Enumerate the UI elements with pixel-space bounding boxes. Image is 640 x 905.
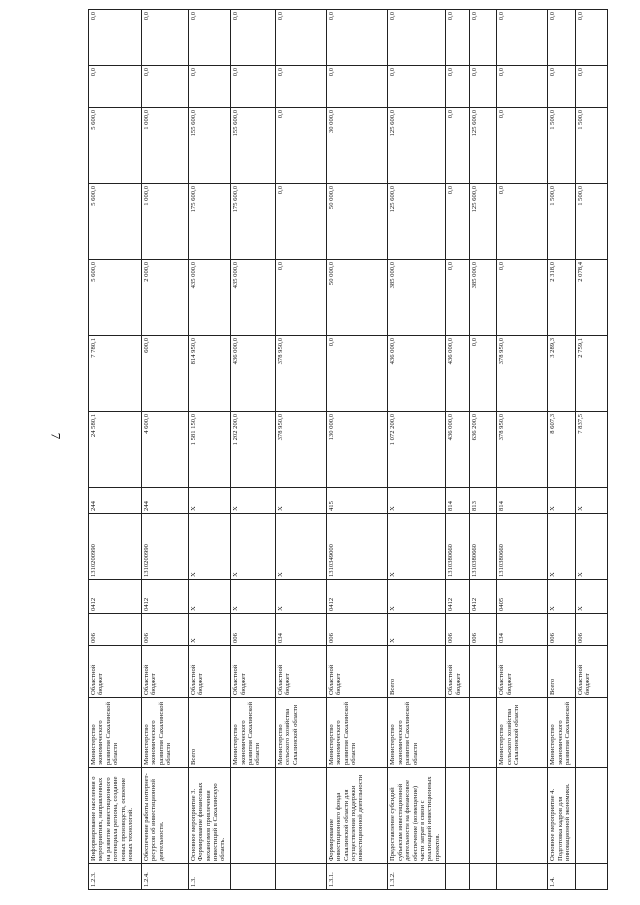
year-5-amount: 0,0 bbox=[142, 66, 189, 108]
year-1-amount: 378 950,0 bbox=[275, 336, 326, 412]
section-code: X bbox=[388, 580, 446, 614]
year-1-amount: 436 000,0 bbox=[231, 336, 276, 412]
grbs-code: 006 bbox=[469, 614, 497, 646]
year-5-amount: 0,0 bbox=[89, 66, 142, 108]
expense-type: 814 bbox=[446, 488, 469, 514]
target-article: 1310380660 bbox=[497, 514, 548, 580]
year-6-amount: 0,0 bbox=[576, 10, 608, 66]
year-3-amount: 175 600,0 bbox=[231, 184, 276, 260]
year-4-amount: 5 600,0 bbox=[89, 108, 142, 184]
year-3-amount: 50 000,0 bbox=[326, 184, 388, 260]
grbs-code: 006 bbox=[446, 614, 469, 646]
year-6-amount: 0,0 bbox=[231, 10, 276, 66]
total-amount: 4 600,0 bbox=[142, 412, 189, 488]
row-number bbox=[576, 864, 608, 890]
year-1-amount: 2 759,1 bbox=[576, 336, 608, 412]
year-4-amount: 1 500,0 bbox=[548, 108, 576, 184]
target-article: X bbox=[188, 514, 230, 580]
executor: Всего bbox=[188, 698, 230, 768]
section-code: 0412 bbox=[446, 580, 469, 614]
year-5-amount: 0,0 bbox=[188, 66, 230, 108]
section-code: X bbox=[548, 580, 576, 614]
row-number bbox=[275, 864, 326, 890]
target-article: 1310380660 bbox=[469, 514, 497, 580]
total-amount: 378 950,0 bbox=[275, 412, 326, 488]
year-2-amount: 0,0 bbox=[497, 260, 548, 336]
year-5-amount: 0,0 bbox=[275, 66, 326, 108]
year-2-amount: 435 000,0 bbox=[188, 260, 230, 336]
row-number bbox=[497, 864, 548, 890]
year-5-amount: 0,0 bbox=[231, 66, 276, 108]
row-number: 1.4. bbox=[548, 864, 576, 890]
expense-type: 813 bbox=[469, 488, 497, 514]
event-name: Формирование инвестиционного фонда Сахалинской области для осуществления поддержки инвестиционной деятельности bbox=[326, 768, 388, 864]
funding-source: Всего bbox=[548, 646, 576, 698]
grbs-code: 006 bbox=[89, 614, 142, 646]
year-5-amount: 0,0 bbox=[548, 66, 576, 108]
grbs-code: 034 bbox=[497, 614, 548, 646]
target-article: 1310200990 bbox=[89, 514, 142, 580]
section-code: X bbox=[576, 580, 608, 614]
funding-source: Областной бюджет bbox=[326, 646, 388, 698]
section-code: 0405 bbox=[497, 580, 548, 614]
total-amount: 436 000,0 bbox=[446, 412, 469, 488]
year-2-amount: 50 000,0 bbox=[326, 260, 388, 336]
event-name bbox=[497, 768, 548, 864]
year-5-amount: 0,0 bbox=[497, 66, 548, 108]
total-amount: 378 950,0 bbox=[497, 412, 548, 488]
grbs-code: 006 bbox=[326, 614, 388, 646]
table-body bbox=[89, 10, 608, 890]
year-1-amount: 7 780,1 bbox=[89, 336, 142, 412]
executor: Министерство экономического развития Сахалинской области bbox=[89, 698, 142, 768]
expense-type: X bbox=[275, 488, 326, 514]
year-3-amount: 1 500,0 bbox=[548, 184, 576, 260]
event-name bbox=[275, 768, 326, 864]
event-name bbox=[576, 768, 608, 864]
year-1-amount: 378 950,0 bbox=[497, 336, 548, 412]
expense-type: 415 bbox=[326, 488, 388, 514]
funding-source: Областной бюджет bbox=[89, 646, 142, 698]
executor bbox=[446, 698, 469, 768]
total-amount: 636 200,0 bbox=[469, 412, 497, 488]
year-4-amount: 125 600,0 bbox=[469, 108, 497, 184]
year-6-amount: 0,0 bbox=[469, 10, 497, 66]
year-3-amount: 125 600,0 bbox=[469, 184, 497, 260]
grbs-code: 006 bbox=[231, 614, 276, 646]
expense-type: 244 bbox=[142, 488, 189, 514]
year-2-amount: 2 318,0 bbox=[548, 260, 576, 336]
year-3-amount: 0,0 bbox=[497, 184, 548, 260]
year-5-amount: 0,0 bbox=[446, 66, 469, 108]
year-6-amount: 0,0 bbox=[548, 10, 576, 66]
year-3-amount: 5 600,0 bbox=[89, 184, 142, 260]
table-row bbox=[497, 10, 548, 890]
total-amount: 24 580,1 bbox=[89, 412, 142, 488]
expense-type: 814 bbox=[497, 488, 548, 514]
page-number: 7 bbox=[48, 432, 64, 440]
year-3-amount: 1 500,0 bbox=[576, 184, 608, 260]
year-4-amount: 155 600,0 bbox=[231, 108, 276, 184]
event-name bbox=[469, 768, 497, 864]
target-article: X bbox=[576, 514, 608, 580]
expense-type: X bbox=[576, 488, 608, 514]
table-row bbox=[469, 10, 497, 890]
year-6-amount: 0,0 bbox=[188, 10, 230, 66]
year-3-amount: 0,0 bbox=[275, 184, 326, 260]
grbs-code: 006 bbox=[142, 614, 189, 646]
year-4-amount: 155 600,0 bbox=[188, 108, 230, 184]
grbs-code: 006 bbox=[548, 614, 576, 646]
year-6-amount: 0,0 bbox=[142, 10, 189, 66]
funding-source: Областной бюджет bbox=[446, 646, 469, 698]
year-3-amount: 1 000,0 bbox=[142, 184, 189, 260]
row-number: 1.2.3. bbox=[89, 864, 142, 890]
executor: Министерство экономического развития Сахалинской области bbox=[388, 698, 446, 768]
grbs-code: 034 bbox=[275, 614, 326, 646]
year-4-amount: 1 000,0 bbox=[142, 108, 189, 184]
target-article: X bbox=[231, 514, 276, 580]
table-frame bbox=[88, 12, 608, 890]
event-name bbox=[231, 768, 276, 864]
row-number: 1.2.4. bbox=[142, 864, 189, 890]
row-number bbox=[469, 864, 497, 890]
expense-type: 244 bbox=[89, 488, 142, 514]
row-number: 1.3.2. bbox=[388, 864, 446, 890]
grbs-code: X bbox=[388, 614, 446, 646]
year-1-amount: 0,0 bbox=[326, 336, 388, 412]
year-3-amount: 175 600,0 bbox=[188, 184, 230, 260]
table-row bbox=[446, 10, 469, 890]
year-4-amount: 1 500,0 bbox=[576, 108, 608, 184]
expense-type: X bbox=[548, 488, 576, 514]
executor bbox=[576, 698, 608, 768]
year-3-amount: 125 600,0 bbox=[388, 184, 446, 260]
section-code: 0412 bbox=[89, 580, 142, 614]
row-number: 1.3.1. bbox=[326, 864, 388, 890]
year-1-amount: 436 000,0 bbox=[388, 336, 446, 412]
expense-type: X bbox=[388, 488, 446, 514]
executor: Министерство сельского хозяйства Сахалинской области bbox=[497, 698, 548, 768]
event-name bbox=[446, 768, 469, 864]
year-4-amount: 0,0 bbox=[275, 108, 326, 184]
year-2-amount: 2 000,0 bbox=[142, 260, 189, 336]
year-4-amount: 125 600,0 bbox=[388, 108, 446, 184]
target-article: X bbox=[275, 514, 326, 580]
executor: Министерство экономического развития Сахалинской bbox=[548, 698, 576, 768]
total-amount: 8 607,3 bbox=[548, 412, 576, 488]
year-6-amount: 0,0 bbox=[446, 10, 469, 66]
event-name: Информирование населения о мероприятиях, направленных на развитие инвестиционного потенциала региона, создание новых производств, освоение новых технологий. bbox=[89, 768, 142, 864]
year-1-amount: 0,0 bbox=[469, 336, 497, 412]
funding-source: Областной бюджет bbox=[576, 646, 608, 698]
rotated-table-container bbox=[88, 12, 608, 890]
target-article: X bbox=[388, 514, 446, 580]
year-2-amount: 0,0 bbox=[275, 260, 326, 336]
event-name: Предоставление субсидий субъектам инвестиционной деятельности на финансовое обеспечение (возмещение) части затрат в связи с реализацией инвестиционных проектов. bbox=[388, 768, 446, 864]
table-row bbox=[388, 10, 446, 890]
year-6-amount: 0,0 bbox=[388, 10, 446, 66]
year-2-amount: 385 000,0 bbox=[469, 260, 497, 336]
funding-source: Областной бюджет bbox=[275, 646, 326, 698]
grbs-code: X bbox=[188, 614, 230, 646]
year-5-amount: 0,0 bbox=[469, 66, 497, 108]
table-row bbox=[89, 10, 142, 890]
row-number bbox=[231, 864, 276, 890]
year-6-amount: 0,0 bbox=[89, 10, 142, 66]
year-4-amount: 0,0 bbox=[446, 108, 469, 184]
section-code: 0412 bbox=[326, 580, 388, 614]
executor bbox=[469, 698, 497, 768]
event-name: Основное мероприятие 4. Подготовка кадров для инновационной экономики. bbox=[548, 768, 576, 864]
section-code: X bbox=[188, 580, 230, 614]
target-article: 1310200990 bbox=[142, 514, 189, 580]
year-4-amount: 0,0 bbox=[497, 108, 548, 184]
table-row bbox=[576, 10, 608, 890]
year-5-amount: 0,0 bbox=[326, 66, 388, 108]
year-6-amount: 0,0 bbox=[326, 10, 388, 66]
year-2-amount: 435 000,0 bbox=[231, 260, 276, 336]
year-1-amount: 814 950,0 bbox=[188, 336, 230, 412]
funding-source: Областной бюджет bbox=[497, 646, 548, 698]
table-row bbox=[231, 10, 276, 890]
section-code: X bbox=[275, 580, 326, 614]
section-code: 0412 bbox=[142, 580, 189, 614]
year-1-amount: 600,0 bbox=[142, 336, 189, 412]
total-amount: 130 000,0 bbox=[326, 412, 388, 488]
funding-source: Областной бюджет bbox=[142, 646, 189, 698]
year-1-amount: 436 000,0 bbox=[446, 336, 469, 412]
funding-source: Областной бюджет bbox=[231, 646, 276, 698]
executor: Министерство экономического развития Сахалинской области bbox=[231, 698, 276, 768]
target-article: X bbox=[548, 514, 576, 580]
target-article: 1310349000 bbox=[326, 514, 388, 580]
year-2-amount: 385 000,0 bbox=[388, 260, 446, 336]
year-6-amount: 0,0 bbox=[497, 10, 548, 66]
event-name: Основное мероприятие 3. Формирование финансовых механизмов привлечения инвестиций в Сахалинскую область. bbox=[188, 768, 230, 864]
section-code: 0412 bbox=[469, 580, 497, 614]
total-amount: 1 072 200,0 bbox=[388, 412, 446, 488]
total-amount: 1 581 150,0 bbox=[188, 412, 230, 488]
row-number bbox=[446, 864, 469, 890]
year-6-amount: 0,0 bbox=[275, 10, 326, 66]
funding-source: Всего bbox=[388, 646, 446, 698]
funding-source: Областной бюджет bbox=[188, 646, 230, 698]
event-name: Обеспечение работы интернет-ресурсов об инвестиционной деятельности. bbox=[142, 768, 189, 864]
table-row bbox=[548, 10, 576, 890]
row-number: 1.3. bbox=[188, 864, 230, 890]
grbs-code: 006 bbox=[576, 614, 608, 646]
section-code: X bbox=[231, 580, 276, 614]
year-5-amount: 0,0 bbox=[576, 66, 608, 108]
table-row bbox=[188, 10, 230, 890]
year-2-amount: 2 078,4 bbox=[576, 260, 608, 336]
expense-type: X bbox=[188, 488, 230, 514]
budget-table bbox=[88, 9, 608, 890]
year-3-amount: 0,0 bbox=[446, 184, 469, 260]
total-amount: 7 837,5 bbox=[576, 412, 608, 488]
executor: Министерство экономического развития Сахалинской области bbox=[142, 698, 189, 768]
table-row bbox=[142, 10, 189, 890]
executor: Министерство сельского хозяйства Сахалинской области bbox=[275, 698, 326, 768]
table-row bbox=[326, 10, 388, 890]
year-5-amount: 0,0 bbox=[388, 66, 446, 108]
funding-source bbox=[469, 646, 497, 698]
table-row bbox=[275, 10, 326, 890]
year-2-amount: 0,0 bbox=[446, 260, 469, 336]
target-article: 1310380660 bbox=[446, 514, 469, 580]
executor: Министерство экономического развития Сахалинской области bbox=[326, 698, 388, 768]
year-4-amount: 30 000,0 bbox=[326, 108, 388, 184]
year-2-amount: 5 600,0 bbox=[89, 260, 142, 336]
expense-type: X bbox=[231, 488, 276, 514]
total-amount: 1 202 200,0 bbox=[231, 412, 276, 488]
year-1-amount: 3 289,3 bbox=[548, 336, 576, 412]
